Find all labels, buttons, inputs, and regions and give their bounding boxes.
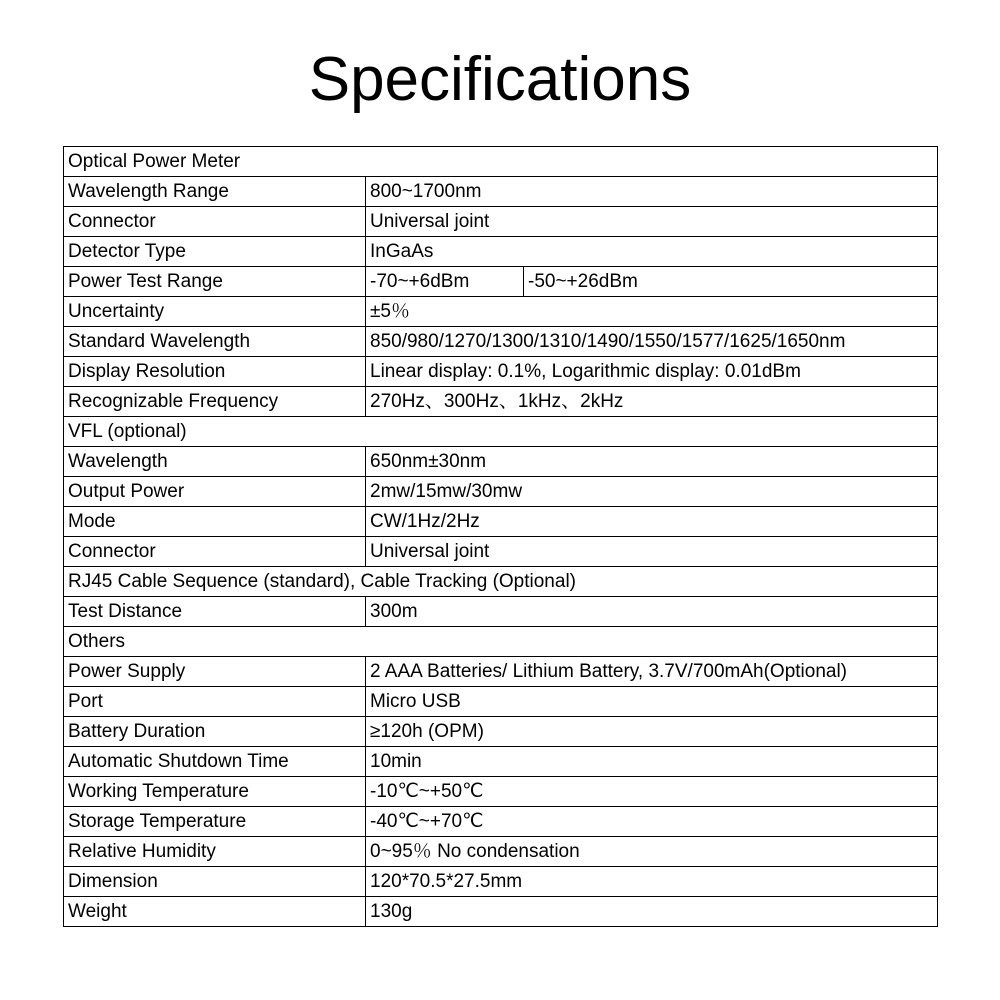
spec-label: Power Test Range bbox=[64, 267, 366, 297]
spec-row bbox=[64, 897, 938, 927]
spec-label: Weight bbox=[64, 897, 366, 927]
spec-label: Mode bbox=[64, 507, 366, 537]
spec-label: Connector bbox=[64, 537, 366, 567]
spec-value: 120*70.5*27.5mm bbox=[366, 867, 938, 897]
spec-value: 10min bbox=[366, 747, 938, 777]
section-header-row bbox=[64, 417, 938, 447]
spec-label: Test Distance bbox=[64, 597, 366, 627]
spec-row bbox=[64, 837, 938, 867]
spec-label: Recognizable Frequency bbox=[64, 387, 366, 417]
spec-label: Connector bbox=[64, 207, 366, 237]
spec-value: 130g bbox=[366, 897, 938, 927]
section-header-row bbox=[64, 147, 938, 177]
spec-row bbox=[64, 597, 938, 627]
spec-label: Standard Wavelength bbox=[64, 327, 366, 357]
spec-value: InGaAs bbox=[366, 237, 938, 267]
spec-label: Output Power bbox=[64, 477, 366, 507]
spec-row bbox=[64, 867, 938, 897]
spec-row bbox=[64, 207, 938, 237]
spec-row bbox=[64, 387, 938, 417]
spec-label: Storage Temperature bbox=[64, 807, 366, 837]
section-header: Others bbox=[64, 627, 938, 657]
spec-value: ≥120h (OPM) bbox=[366, 717, 938, 747]
spec-label: Automatic Shutdown Time bbox=[64, 747, 366, 777]
spec-value: 300m bbox=[366, 597, 938, 627]
section-header: VFL (optional) bbox=[64, 417, 938, 447]
spec-value: CW/1Hz/2Hz bbox=[366, 507, 938, 537]
spec-value-secondary: -50~+26dBm bbox=[524, 267, 938, 297]
spec-row bbox=[64, 777, 938, 807]
spec-row bbox=[64, 477, 938, 507]
spec-label: Port bbox=[64, 687, 366, 717]
spec-row bbox=[64, 807, 938, 837]
spec-row bbox=[64, 507, 938, 537]
spec-label: Detector Type bbox=[64, 237, 366, 267]
spec-value: -40℃~+70℃ bbox=[366, 807, 938, 837]
spec-row bbox=[64, 357, 938, 387]
spec-row bbox=[64, 717, 938, 747]
spec-value: Micro USB bbox=[366, 687, 938, 717]
spec-label: Dimension bbox=[64, 867, 366, 897]
page-title: Specifications bbox=[308, 45, 692, 114]
section-header-row bbox=[64, 567, 938, 597]
spec-label: Wavelength Range bbox=[64, 177, 366, 207]
spec-value: 2 AAA Batteries/ Lithium Battery, 3.7V/700mAh(Optional) bbox=[366, 657, 938, 687]
spec-row bbox=[64, 297, 938, 327]
spec-row bbox=[64, 327, 938, 357]
spec-label: Display Resolution bbox=[64, 357, 366, 387]
spec-row bbox=[64, 237, 938, 267]
spec-label: Wavelength bbox=[64, 447, 366, 477]
specifications-table-body bbox=[64, 147, 938, 927]
spec-value: 850/980/1270/1300/1310/1490/1550/1577/1625/1650nm bbox=[366, 327, 938, 357]
spec-row bbox=[64, 447, 938, 477]
spec-row bbox=[64, 267, 938, 297]
section-header: RJ45 Cable Sequence (standard), Cable Tracking (Optional) bbox=[64, 567, 938, 597]
spec-value: ±5％ bbox=[366, 297, 938, 327]
spec-row bbox=[64, 687, 938, 717]
spec-value: Linear display: 0.1%, Logarithmic display: 0.01dBm bbox=[366, 357, 938, 387]
spec-value: 2mw/15mw/30mw bbox=[366, 477, 938, 507]
spec-value: Universal joint bbox=[366, 207, 938, 237]
spec-label: Battery Duration bbox=[64, 717, 366, 747]
spec-label: Working Temperature bbox=[64, 777, 366, 807]
spec-value: -70~+6dBm bbox=[366, 267, 524, 297]
specifications-table bbox=[63, 146, 938, 927]
spec-row bbox=[64, 747, 938, 777]
spec-label: Uncertainty bbox=[64, 297, 366, 327]
spec-value: Universal joint bbox=[366, 537, 938, 567]
spec-row bbox=[64, 177, 938, 207]
spec-row bbox=[64, 537, 938, 567]
section-header: Optical Power Meter bbox=[64, 147, 938, 177]
spec-value: 270Hz、300Hz、1kHz、2kHz bbox=[366, 387, 938, 417]
spec-row bbox=[64, 657, 938, 687]
spec-value: 800~1700nm bbox=[366, 177, 938, 207]
spec-label: Power Supply bbox=[64, 657, 366, 687]
spec-value: 0~95％ No condensation bbox=[366, 837, 938, 867]
spec-value: 650nm±30nm bbox=[366, 447, 938, 477]
spec-value: -10℃~+50℃ bbox=[366, 777, 938, 807]
spec-label: Relative Humidity bbox=[64, 837, 366, 867]
section-header-row bbox=[64, 627, 938, 657]
